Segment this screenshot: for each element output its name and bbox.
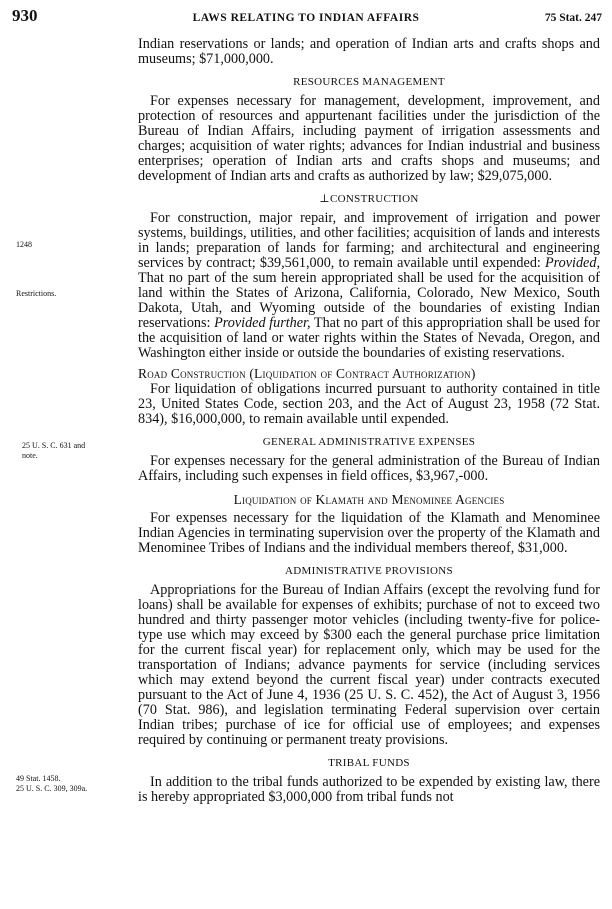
klamath-paragraph: For expenses necessary for the liquidation of the Klamath and Menominee Indian Agencies in terminating supervision over the property of the Klamath and Menominee Tribes of Indians and the individual members thereof, $31,000. [138, 510, 600, 556]
heading-administrative-provisions: ADMINISTRATIVE PROVISIONS [285, 565, 453, 577]
general-administrative-paragraph: For expenses necessary for the general administration of the Bureau of Indian Affairs, including such expenses in field offices, $3,967,-000. [138, 453, 600, 484]
margin-note-usc-631-line1: 25 U. S. C. 631 and [22, 441, 86, 450]
running-title: LAWS RELATING TO INDIAN AFFAIRS [192, 12, 420, 24]
provided-further-italic: Provided further, [214, 315, 311, 331]
heading-resources-management: RESOURCES MANAGEMENT [293, 76, 445, 88]
heading-tribal-funds: TRIBAL FUNDS [328, 757, 410, 769]
body-text [138, 37, 600, 805]
construction-text-1: For construction, major repair, and improvement of irrigation and power systems, buildings, utilities, and other facilities; acquisition of lands and interests in lands; preparation of lands for farming; and architectural and engineering services by contract; $39,561,000, to remain available until expended: [138, 210, 600, 271]
margin-note-usc-631-line2: note. [22, 450, 38, 460]
margin-note-restrictions: Restrictions. [16, 289, 57, 298]
tribal-funds-paragraph: In addition to the tribal funds authorized to be expended by existing law, there is hereby appropriated $3,000,000 from tribal funds not [138, 774, 600, 805]
administrative-provisions-paragraph: Appropriations for the Bureau of Indian Affairs (except the revolving fund for loans) shall be available for expenses of exhibits; purchase of not to exceed two hundred and thirty passenger motor vehicles (including twenty-five for police-type use which may exceed by $300 each the general purchase price limitation for the current fiscal year) for replacement only, which may be used for the transportation of Indians; advance payments for service (including services which may extend beyond the current fiscal year) under contracts executed pursuant to the Act of June 4, 1936 (25 U. S. C. 452), the Act of August 3, 1956 (70 Stat. 986), and legislation terminating Federal supervision over certain Indian tribes; purchase of ice for official use of employees; and expenses required by continuing or permanent treaty provisions. [138, 582, 600, 748]
construction-text-3: That no part of this appropriation shall be used for the acquisition of land or water rights within the States of Nevada, Oregon, and Washington either inside or outside the boundaries of existing reservations. [138, 315, 600, 361]
heading-klamath-menominee: Liquidation of Klamath and Menominee Agencies [233, 492, 505, 507]
margin-note-1248: 1248 [16, 240, 32, 249]
heading-construction: ⊥CONSTRUCTION [319, 193, 419, 205]
statute-reference: 75 Stat. 247 [544, 12, 602, 24]
margin-note-usc-631 [22, 441, 142, 460]
heading-general-administrative-expenses: GENERAL ADMINISTRATIVE EXPENSES [262, 436, 476, 448]
road-construction-paragraph: For liquidation of obligations incurred pursuant to authority contained in title 23, United States Code, section 203, and the Act of August 23, 1958 (72 Stat. 834), $16,000,000, to remain available until expended. [138, 381, 600, 427]
resources-paragraph: For expenses necessary for management, development, improvement, and protection of resources and appurtenant facilities under the jurisdiction of the Bureau of Indian Affairs, including payment of irrigation assessments and charges; acquisition of water rights; advances for Indian industrial and business enterprises; operation of Indian arts and crafts shops and museums; and development of Indian arts and crafts as authorized by law; $29,075,000. [138, 93, 600, 184]
construction-paragraph [138, 211, 600, 361]
construction-text-2: That no part of the sum herein appropriated shall be used for the acquisition of land within the States of Arizona, California, Colorado, New Mexico, South Dakota, Utah, and Wyoming outside of the boundaries of existing Indian reservations: [138, 270, 600, 331]
margin-note-usc-309: 25 U. S. C. 309, 309a. [16, 784, 88, 793]
margin-note-stat-1458: 49 Stat. 1458. [16, 774, 61, 783]
page-number: 930 [12, 6, 38, 25]
provided-italic: Provided, [544, 255, 600, 271]
opening-paragraph: Indian reservations or lands; and operation of Indian arts and crafts shops and museums; $71,000,000. [138, 36, 600, 67]
heading-road-construction: Road Construction (Liquidation of Contract Authorization) [138, 366, 476, 381]
